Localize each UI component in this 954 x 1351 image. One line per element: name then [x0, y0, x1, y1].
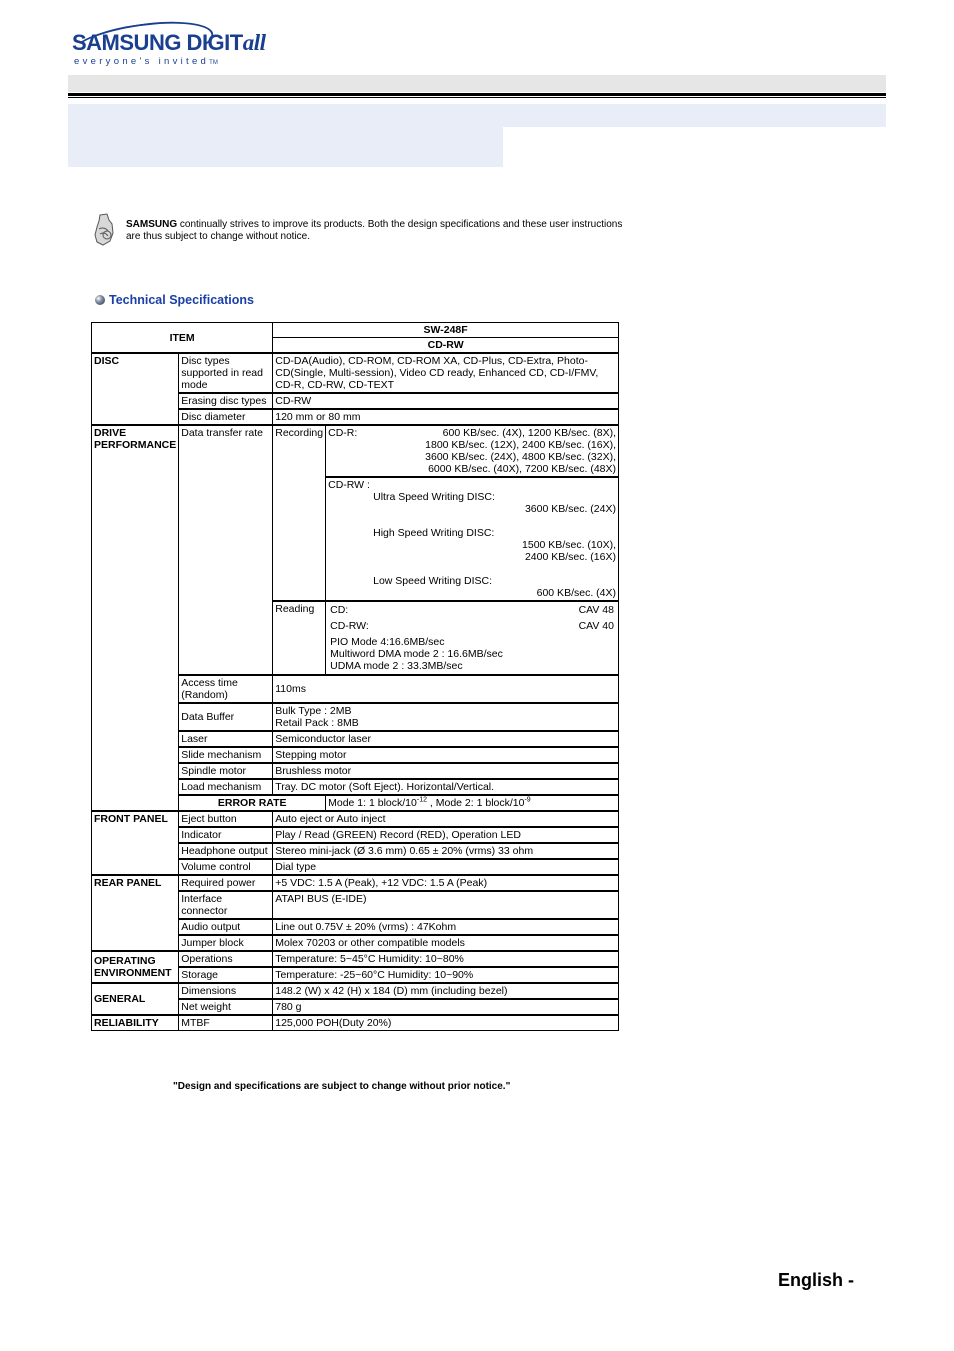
row-value: 780 g [273, 999, 619, 1015]
head-model: SW-248F [273, 323, 619, 338]
udma-mode: UDMA mode 2 : 33.3MB/sec [330, 660, 463, 672]
row-label: Disc types supported in read mode [179, 353, 273, 393]
group-reliability: RELIABILITY [92, 1015, 179, 1031]
row-label: Data Buffer [179, 703, 273, 731]
note-text: SAMSUNG continually strives to improve its products. Both the design specifications and these user instructions are thus subject to change without notice. [126, 219, 623, 242]
reading-speeds [326, 601, 619, 675]
logo-brand: SAMSUNG DIGITall [72, 30, 266, 55]
cdr-speeds [326, 425, 619, 477]
row-label: Data transfer rate [179, 425, 273, 675]
cd-value: CAV 48 [578, 604, 614, 616]
row-label: Net weight [179, 999, 273, 1015]
row-label: Slide mechanism [179, 747, 273, 763]
group-front: FRONT PANEL [92, 811, 179, 875]
group-error: ERROR RATE [179, 795, 326, 811]
logo-tagline: everyone's invitedTM [74, 56, 218, 67]
row-label: Jumper block [179, 935, 273, 951]
row-label: Audio output [179, 919, 273, 935]
group-rear: REAR PANEL [92, 875, 179, 951]
row-label: Spindle motor [179, 763, 273, 779]
row-label: Eject button [179, 811, 273, 827]
cdrw-read-label: CD-RW: [330, 620, 369, 632]
cdrw-speeds [326, 477, 619, 601]
samsung-logo [70, 24, 266, 70]
row-value: +5 VDC: 1.5 A (Peak), +12 VDC: 1.5 A (Peak) [273, 875, 619, 891]
row-value: Temperature: 5~45°C Humidity: 10~80% [273, 951, 619, 967]
table-row [92, 425, 619, 477]
row-label: Interface connector [179, 891, 273, 919]
footnote: "Design and specifications are subject to change without prior notice." [173, 1081, 511, 1092]
row-label: Access time (Random) [179, 675, 273, 703]
low-label: Low Speed Writing DISC: [373, 575, 492, 587]
row-value: 110ms [273, 675, 619, 703]
table-row [92, 951, 619, 967]
table-row [92, 811, 619, 827]
buffer-retail: Retail Pack : 8MB [275, 717, 359, 729]
row-value: Stereo mini-jack (Ø 3.6 mm) 0.65 ± 20% (vrms) 33 ohm [273, 843, 619, 859]
row-value: 120 mm or 80 mm [273, 409, 619, 425]
high-value: 1500 KB/sec. (10X), [522, 539, 616, 551]
ultra-label: Ultra Speed Writing DISC: [373, 491, 495, 503]
high-label: High Speed Writing DISC: [373, 527, 495, 539]
low-value: 600 KB/sec. (4X) [536, 587, 616, 599]
group-disc: DISC [92, 353, 179, 425]
title-band [68, 104, 886, 127]
row-value: Temperature: -25~60°C Humidity: 10~90% [273, 967, 619, 983]
high-value: 2400 KB/sec. (16X) [524, 551, 616, 563]
row-value: 125,000 POH(Duty 20%) [273, 1015, 619, 1031]
buffer-bulk: Bulk Type : 2MB [275, 705, 352, 717]
cdr-speed-line: 1800 KB/sec. (12X), 2400 KB/sec. (16X), [425, 439, 616, 451]
row-value: Stepping motor [273, 747, 619, 763]
header-band [68, 75, 886, 92]
row-value: Brushless motor [273, 763, 619, 779]
title-band-tab [68, 127, 503, 167]
bullet-icon [95, 295, 105, 305]
table-row [92, 983, 619, 999]
group-env: OPERATING ENVIRONMENT [92, 951, 179, 983]
cdr-label: CD-R: [328, 427, 358, 439]
row-label: Erasing disc types [179, 393, 273, 409]
row-value: Tray. DC motor (Soft Eject). Horizontal/Vertical. [273, 779, 619, 795]
table-row [92, 875, 619, 891]
multiword-mode: Multiword DMA mode 2 : 16.6MB/sec [330, 648, 503, 660]
row-label: Required power [179, 875, 273, 891]
row-label: Indicator [179, 827, 273, 843]
cdrw-label: CD-RW : [328, 479, 370, 491]
row-value: CD-RW [273, 393, 619, 409]
reading-label: Reading [273, 601, 326, 675]
recording-label: Recording [273, 425, 326, 601]
header-rule [68, 93, 886, 96]
section-title: Technical Specifications [109, 293, 254, 307]
header-rule-thin [68, 97, 886, 98]
row-label: Headphone output [179, 843, 273, 859]
row-value: CD-DA(Audio), CD-ROM, CD-ROM XA, CD-Plus, CD-Extra, Photo-CD(Single, Multi-session), Video CD ready, Enhanced CD, CD-I/FMV, CD-R, CD-RW, CD-TEXT [273, 353, 619, 393]
row-label: Laser [179, 731, 273, 747]
row-label: Dimensions [179, 983, 273, 999]
cd-label: CD: [330, 604, 349, 616]
row-value [273, 703, 619, 731]
row-value: ATAPI BUS (E-IDE) [273, 891, 619, 919]
cdr-speed-line: 600 KB/sec. (4X), 1200 KB/sec. (8X), [442, 427, 616, 439]
pio-mode: PIO Mode 4:16.6MB/sec [330, 636, 445, 648]
spec-table [91, 322, 619, 1031]
cdrw-read-value: CAV 40 [578, 620, 614, 632]
row-value: Molex 70203 or other compatible models [273, 935, 619, 951]
table-row [92, 353, 619, 393]
page-label: English - [778, 1270, 854, 1290]
row-value: Semiconductor laser [273, 731, 619, 747]
row-label: Disc diameter [179, 409, 273, 425]
head-type: CD-RW [273, 338, 619, 354]
row-label: Load mechanism [179, 779, 273, 795]
row-label: MTBF [179, 1015, 273, 1031]
row-value: Dial type [273, 859, 619, 875]
row-label: Storage [179, 967, 273, 983]
row-value: Auto eject or Auto inject [273, 811, 619, 827]
ultra-value: 3600 KB/sec. (24X) [524, 503, 616, 515]
row-value: Line out 0.75V ± 20% (vrms) : 47Kohm [273, 919, 619, 935]
note-hand-icon [91, 211, 119, 249]
row-value: Mode 1: 1 block/$10^{-12}$ , Mode 2: 1 block/$10^{-9}$ [326, 795, 619, 811]
cdr-speed-line: 3600 KB/sec. (24X), 4800 KB/sec. (32X), [425, 451, 616, 463]
row-value: 148.2 (W) x 42 (H) x 184 (D) mm (including bezel) [273, 983, 619, 999]
cdr-speed-line: 6000 KB/sec. (40X), 7200 KB/sec. (48X) [428, 463, 616, 475]
group-drive: DRIVE PERFORMANCE [92, 425, 179, 811]
table-row [92, 1015, 619, 1031]
group-general: GENERAL [92, 983, 179, 1015]
head-item: ITEM [92, 323, 273, 354]
row-label: Volume control [179, 859, 273, 875]
row-label: Operations [179, 951, 273, 967]
row-value: Play / Read (GREEN) Record (RED), Operation LED [273, 827, 619, 843]
table-row [92, 323, 619, 338]
